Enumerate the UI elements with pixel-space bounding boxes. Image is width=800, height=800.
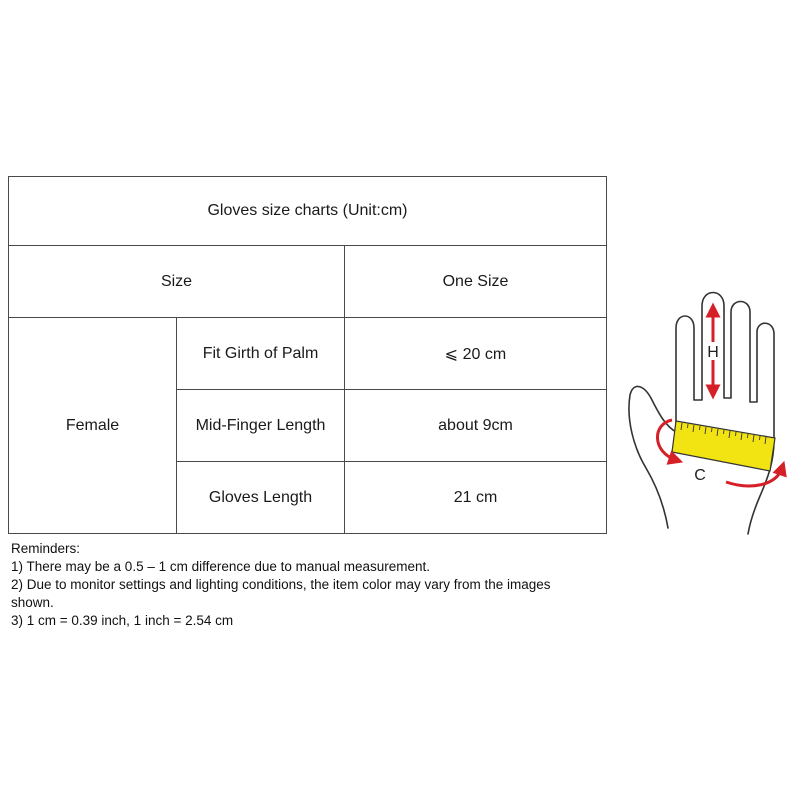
size-header-value: One Size — [345, 246, 607, 318]
circumference-arrow-right-icon — [726, 468, 782, 486]
reminders-heading: Reminders: — [11, 541, 81, 556]
group-label-female: Female — [9, 318, 177, 534]
hand-outline-icon — [629, 293, 774, 535]
row-label-palm-girth: Fit Girth of Palm — [177, 318, 345, 390]
hand-measurement-diagram — [620, 290, 800, 550]
reminder-item-2: 2) Due to monitor settings and lighting conditions, the item color may vary from the images shown. — [11, 577, 551, 610]
row-value-gloves-length: 21 cm — [345, 462, 607, 534]
measuring-tape-icon — [672, 421, 775, 471]
reminder-item-1: 1) There may be a 0.5 – 1 cm difference due to manual measurement. — [11, 559, 430, 574]
row-value-mid-finger: about 9cm — [345, 390, 607, 462]
reminder-item-3: 3) 1 cm = 0.39 inch, 1 inch = 2.54 cm — [11, 613, 234, 628]
reminders-block — [11, 540, 591, 630]
row-value-palm-girth: ⩽ 20 cm — [345, 318, 607, 390]
height-label: H — [707, 344, 719, 361]
row-label-gloves-length: Gloves Length — [177, 462, 345, 534]
table-title: Gloves size charts (Unit:cm) — [9, 177, 607, 246]
size-chart-table — [8, 176, 607, 534]
circumference-label: C — [694, 467, 706, 484]
size-header-label: Size — [9, 246, 345, 318]
row-label-mid-finger: Mid-Finger Length — [177, 390, 345, 462]
